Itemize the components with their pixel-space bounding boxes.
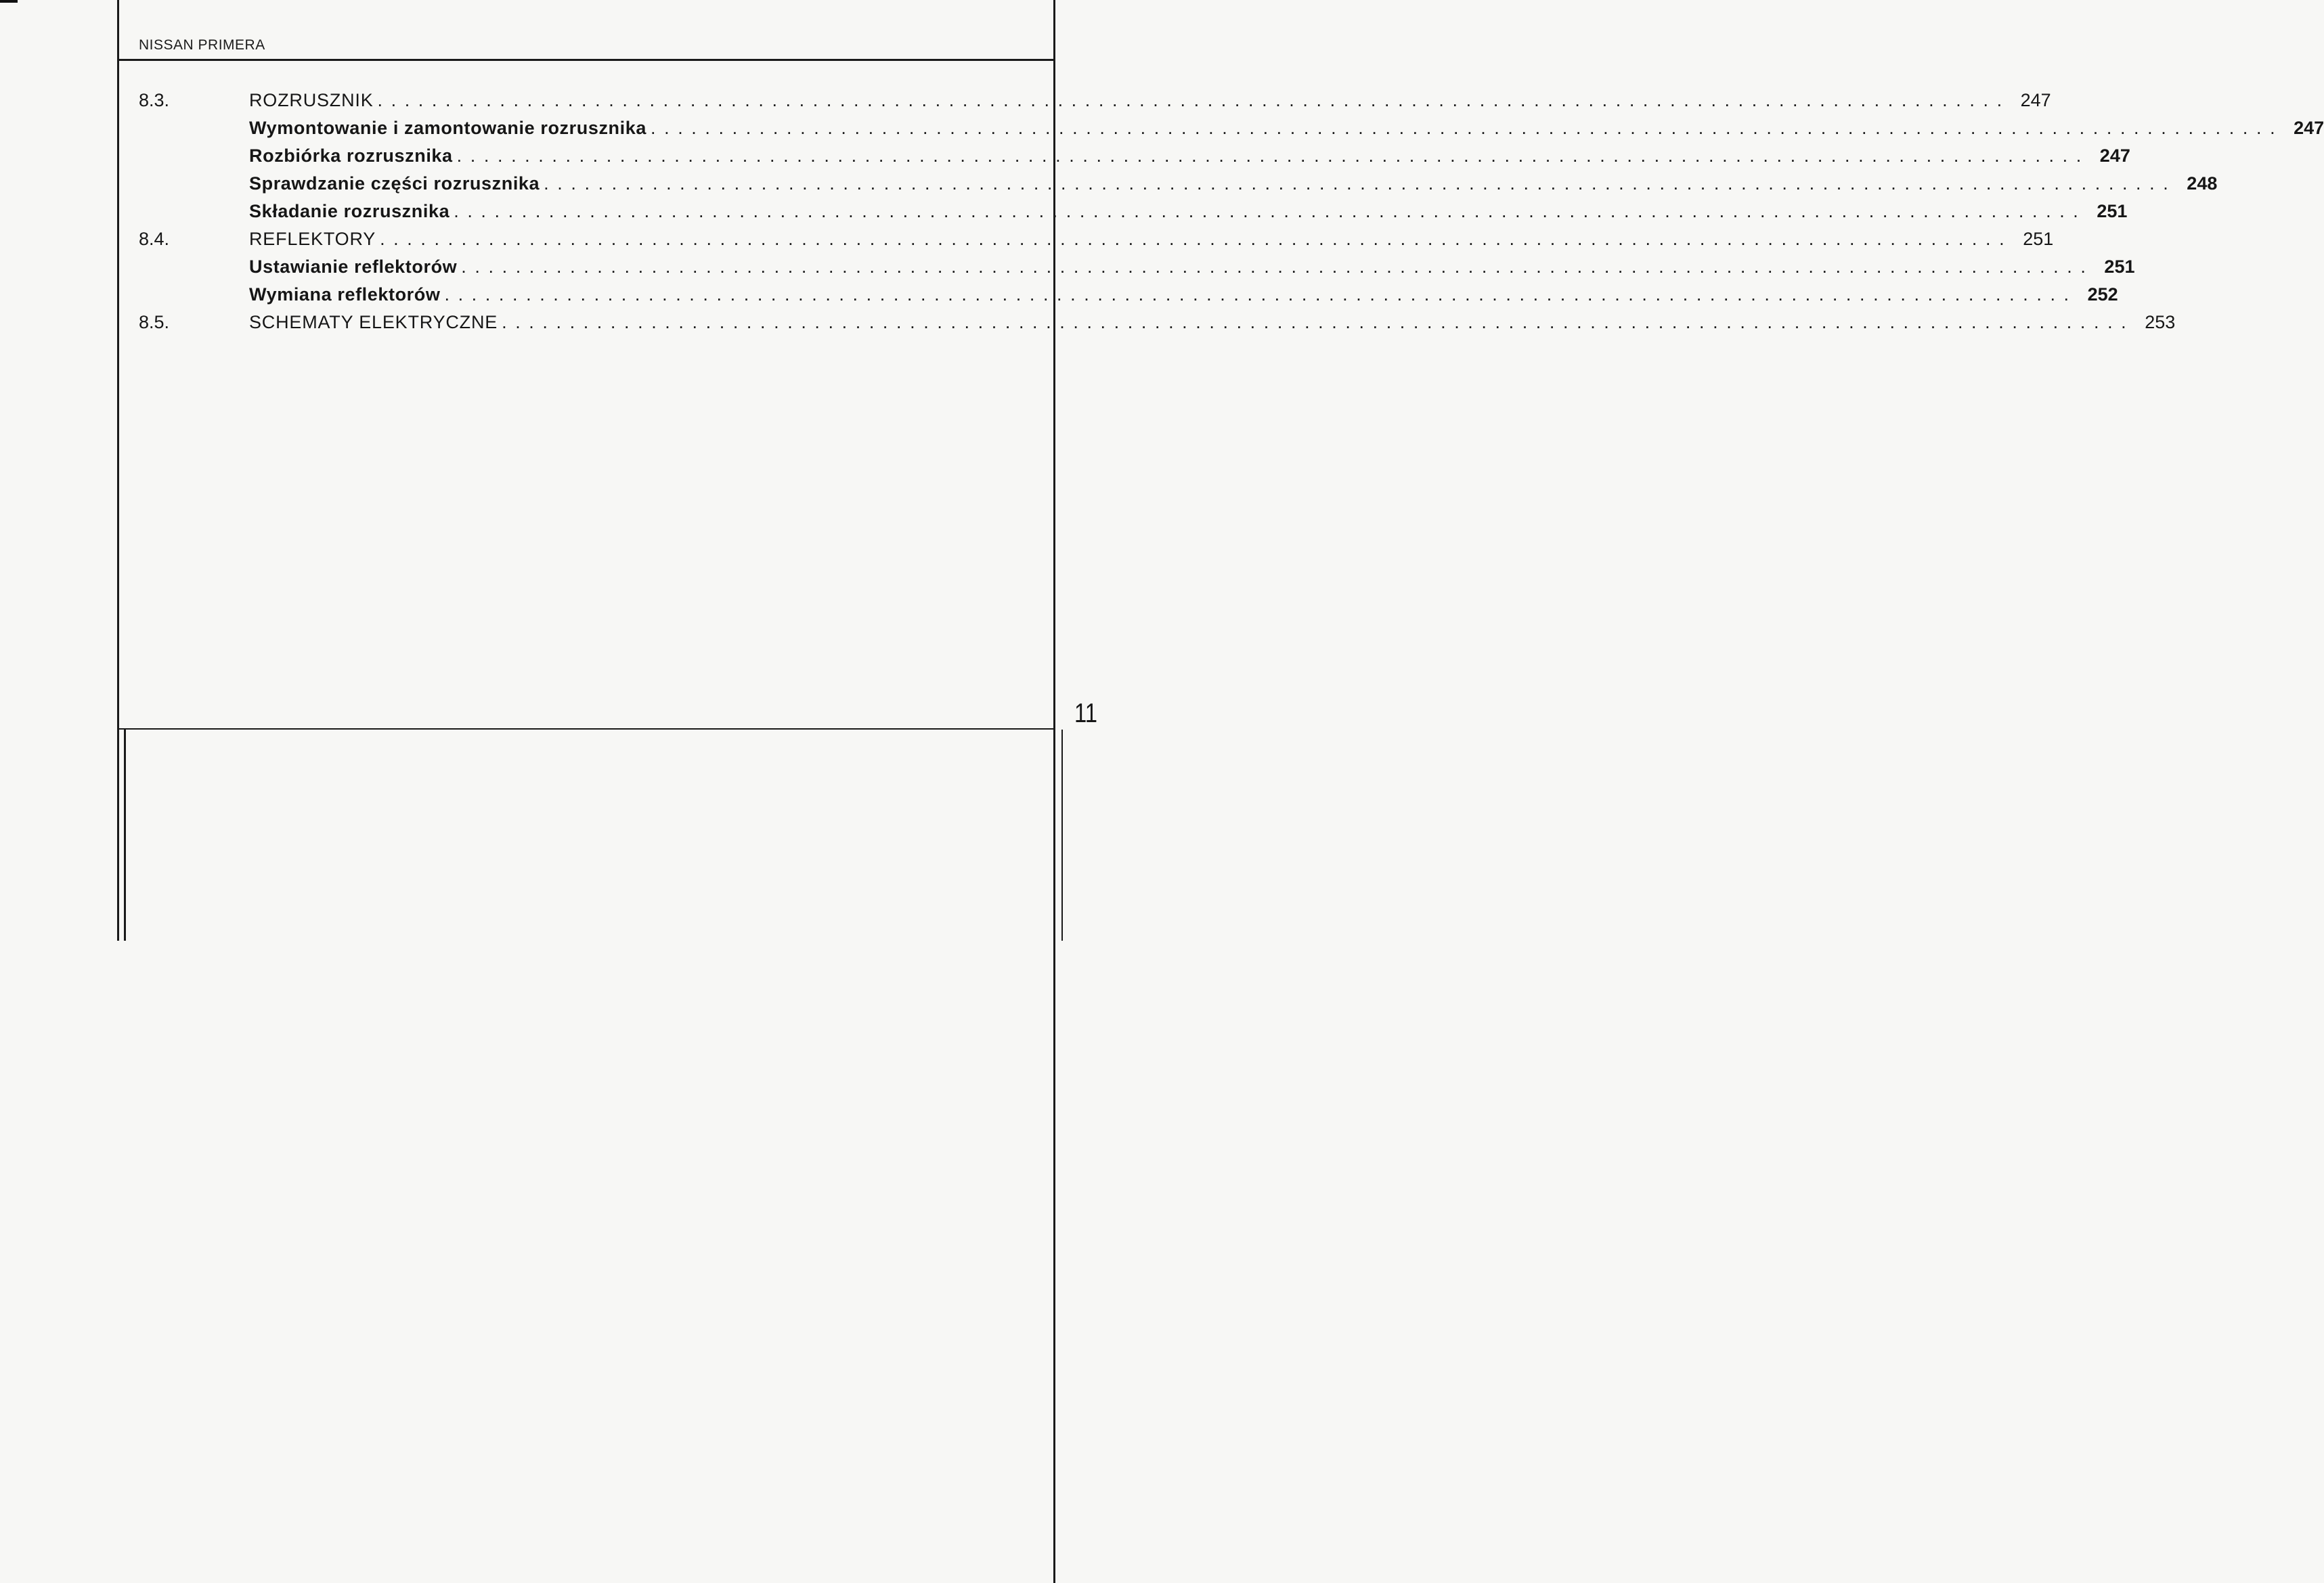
- toc-entry: [139, 198, 2128, 225]
- toc-entry-title: SCHEMATY ELEKTRYCZNE: [249, 312, 498, 332]
- toc-dot-leader: ........................................................................................................................: [456, 146, 2090, 166]
- toc-entry-page: 247: [2020, 90, 2051, 110]
- toc-entry-title: Sprawdzanie części rozrusznika: [249, 173, 540, 194]
- toc-dot-leader: ........................................................................................................................: [461, 257, 2095, 277]
- toc-entry: [139, 253, 2135, 281]
- toc-entry-title: Ustawianie reflektorów: [249, 257, 458, 277]
- toc-entry-title: Składanie rozrusznika: [249, 201, 450, 221]
- toc-entry-page: 252: [2087, 284, 2118, 305]
- toc-entry: [139, 281, 2118, 309]
- toc-entry-number: 8.4.: [139, 229, 170, 249]
- toc-entry-number: 8.5.: [139, 312, 170, 332]
- footer-left-tick: [124, 730, 126, 941]
- toc-entry-title: REFLEKTORY: [249, 229, 376, 249]
- toc-entry-title: Wymontowanie i zamontowanie rozrusznika: [249, 118, 646, 138]
- page-number: 11: [1074, 698, 1098, 728]
- header-rule: [117, 59, 1053, 61]
- toc-entry: [139, 170, 2218, 198]
- toc-entry-page: 247: [2294, 118, 2324, 138]
- toc-entry-page: 251: [2104, 257, 2135, 277]
- toc-dot-leader: ........................................................................................................................: [444, 284, 2078, 305]
- footer-right-tick: [1061, 730, 1063, 941]
- toc-dot-leader: ........................................................................................................................: [377, 90, 2011, 110]
- toc-entry-title: Wymiana reflektorów: [249, 284, 441, 305]
- toc-dot-leader: ........................................................................................................................: [502, 312, 2135, 332]
- toc-entry: [139, 114, 2324, 142]
- toc-entry: [139, 87, 2051, 114]
- toc-entry-title: Rozbiórka rozrusznika: [249, 146, 453, 166]
- toc-dot-leader: ........................................................................................................................: [544, 173, 2177, 194]
- toc-dot-leader: ........................................................................................................................: [454, 201, 2087, 221]
- table-of-contents: [139, 87, 2324, 336]
- toc-entry: [139, 142, 2130, 170]
- toc-entry-page: 247: [2099, 146, 2130, 166]
- toc-entry: [139, 225, 2054, 253]
- toc-entry-title: ROZRUSZNIK: [249, 90, 374, 110]
- toc-dot-leader: ........................................................................................................................: [380, 229, 2013, 249]
- frame-left-line: [117, 0, 119, 941]
- toc-dot-leader: ........................................................................................................................: [651, 118, 2284, 138]
- running-header-title: NISSAN PRIMERA: [139, 37, 265, 53]
- toc-entry-page: 253: [2145, 312, 2176, 332]
- toc-entry: [139, 309, 2176, 336]
- scan-corner-mark: [0, 0, 18, 3]
- toc-entry-page: 251: [2097, 201, 2128, 221]
- toc-entry-page: 248: [2187, 173, 2218, 194]
- footer-rule: [117, 728, 1053, 730]
- toc-entry-page: 251: [2023, 229, 2054, 249]
- toc-entry-number: 8.3.: [139, 90, 170, 110]
